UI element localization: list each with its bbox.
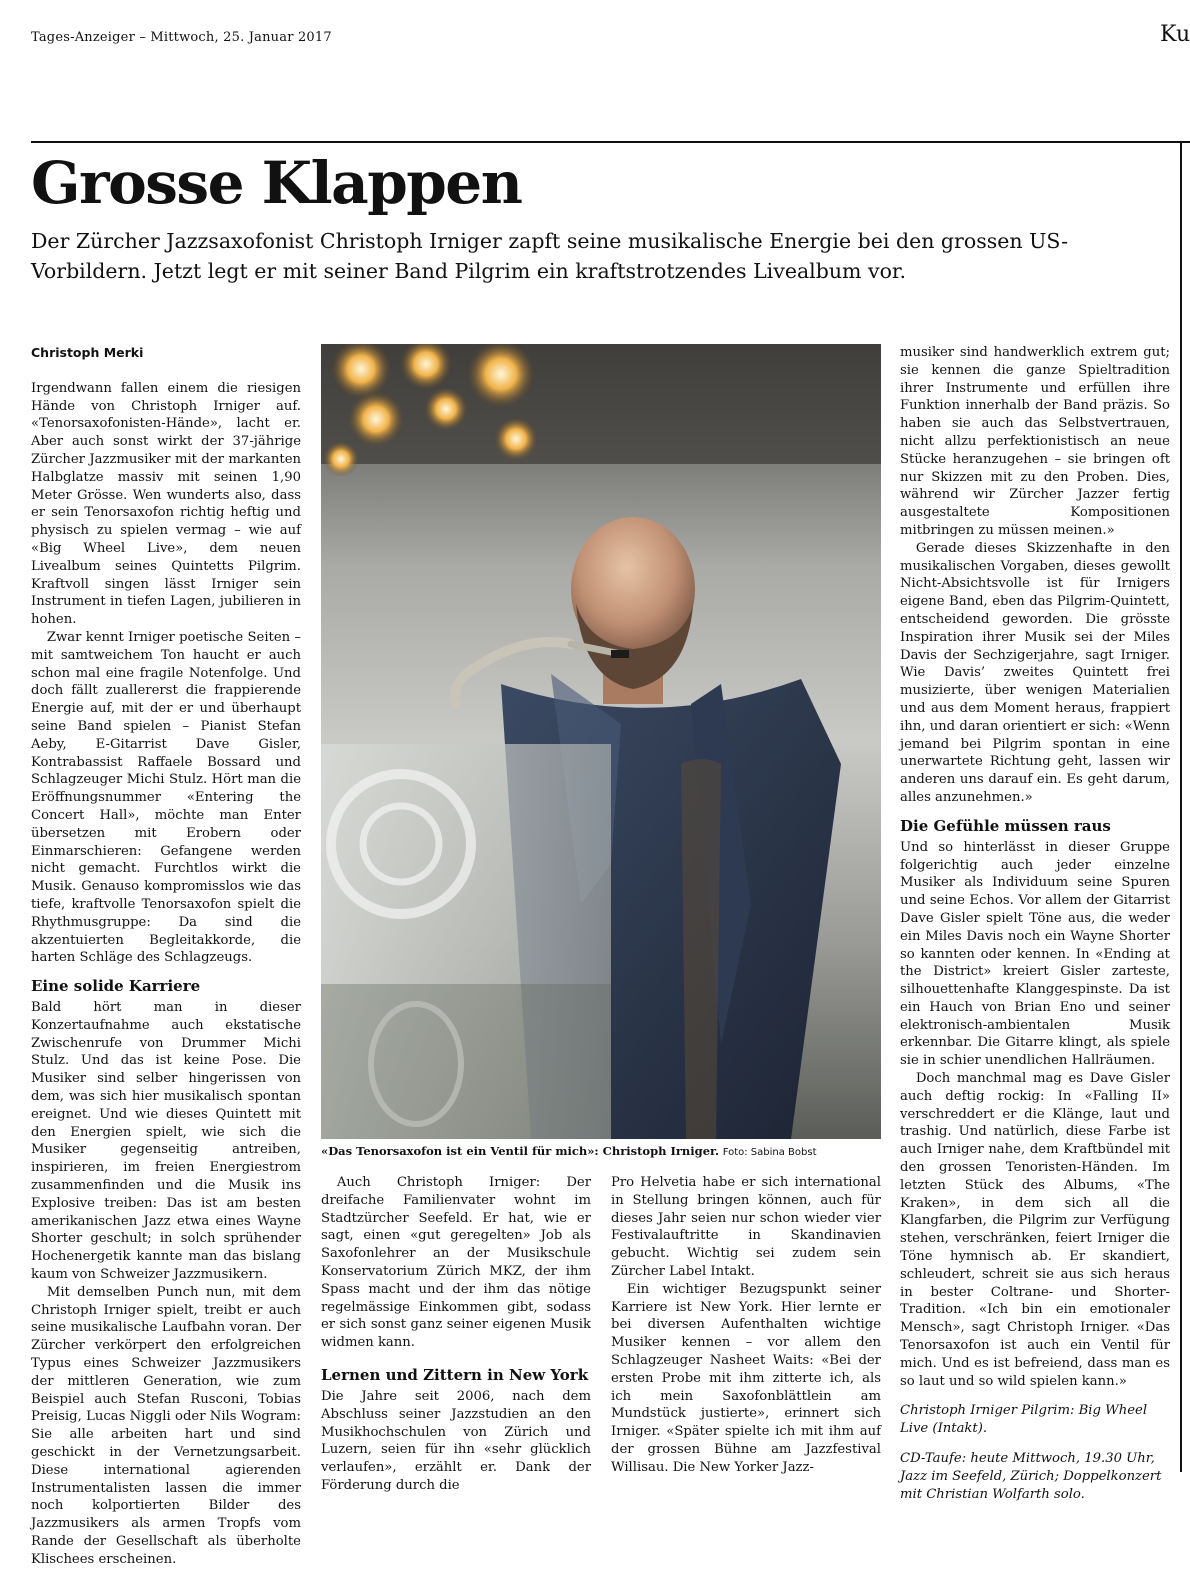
paragraph: Mit demselben Punch nun, mit dem Christoph Irniger spielt, treibt er auch seine musikalische Laufbahn voran. Der Zürcher verkörpert den erfolgreichen Typus eines Schweizer Jazzmusikers der mittleren Generation, wie zum Beispiel auch Stefan Rusconi, Tobias Preisig, Lucas Niggli oder Nils Wogram: Sie alle arbeiten hart und sind geschickt in der Vernetzungsarbeit. Diese international agierenden Instrumentalisten lassen die immer noch kolportierten Bilder des Jazzmusikers als armen Tropfs vom Rande der Gesellschaft als überholte Klischees erscheinen. (31, 1284, 301, 1567)
column-1 (31, 344, 301, 1569)
paragraph: Und so hinterlässt in dieser Gruppe folgerichtig auch jeder einzelne Musiker als Individuum seine Spuren und seine Echos. Vor allem der Gitarrist Dave Gisler spielt Töne aus, die weder ein Miles Davis noch ein Wayne Shorter so kannten oder kennen. In «Ending at the District» kreiert Gisler zarteste, silhouettenhafte Klanggespinste. Da ist ein Hauch von Brian Eno und seiner elektronisch-ambientalen Musik erkennbar. Die Gitarre klingt, als spiele sie in schier unendlichen Hallräumen. (900, 839, 1170, 1069)
caption-text: «Das Tenorsaxofon ist ein Ventil für mich»: Christoph Irniger. (321, 1144, 720, 1158)
paragraph: Irgendwann fallen einem die riesigen Hände von Christoph Irniger auf. «Tenorsaxofonisten-Hände», lacht er. Aber auch sonst wirkt der 37-jährige Zürcher Jazzmusiker mit der markanten Halbglatze massiv mit seinen 1,90 Meter Grösse. Wen wunderts also, dass er sein Tenorsaxofon richtig heftig und physisch zu spielen vermag – wie auf «Big Wheel Live», dem neuen Livealbum seines Quintetts Pilgrim. Kraftvoll singen lässt Irniger sein Instrument in tiefen Lagen, jubilieren in hohen. (31, 380, 301, 628)
section-mark: Ku (1160, 22, 1190, 47)
article-photo (321, 344, 881, 1139)
paragraph: musiker sind handwerklich extrem gut; sie kennen die ganze Spieltradition ihrer Instrumente und erfüllen ihre Funktion innerhalb der Band präzis. So haben sie auch das Selbstvertrauen, nicht allzu perfektionistisch an neue Stücke heranzugehen – sie bringen oft nur Skizzen mit zu den Proben. Dies, während wir Zürcher Jazzer fertig ausgestaltete Kompositionen mitbringen zu müssen meinen.» (900, 345, 1170, 538)
paragraph: Pro Helvetia habe er sich international in Stellung bringen können, auch für dieses Jahr seien nur schon wieder vier Festivalauftritte in Skandinavien gebucht. Wichtig sei zudem sein Zürcher Label Intakt. (611, 1175, 881, 1279)
column-3 (611, 1174, 881, 1477)
subheading: Eine solide Karriere (31, 977, 201, 996)
photo-credit: Foto: Sabina Bobst (722, 1147, 817, 1158)
subheading: Lernen und Zittern in New York (321, 1365, 589, 1384)
column-4 (900, 344, 1170, 1503)
headline: Grosse Klappen (31, 149, 522, 217)
right-rule (1180, 141, 1182, 1472)
paragraph: Zwar kennt Irniger poetische Seiten – mit samtweichem Ton haucht er auch schon mal eine fragile Notenfolge. Und doch fällt zuallererst die frappierende Energie auf, mit der er und überhaupt seine Band spielen – Pianist Stefan Aeby, E-Gitarrist Dave Gisler, Kontrabassist Raffaele Bossard und Schlagzeuger Michi Stulz. Hört man die Eröffnungsnummer «Entering the Concert Hall», möchte man Enter übersetzen mit Erobern oder Einmarschieren: Gefangene werden nicht gemacht. Furchtlos wirkt die Musik. Genauso kompromisslos wie das tiefe, kraftvolle Tenorsaxofon spielt die Rhythmusgruppe: Da sind die akzentuierten Begleitakkorde, die harten Schläge des Schlagzeugs. (31, 629, 301, 966)
column-2 (321, 1174, 591, 1495)
paragraph: Bald hört man in dieser Konzertaufnahme auch ekstatische Zwischenrufe von Drummer Michi Stulz. Und das ist keine Pose. Die Musiker sind selber hingerissen von dem, was sich hier musikalisch spontan ereignet. Und wie dieses Quintett mit den Energien spielt, wie sich die Musiker gegenseitig antreiben, inspirieren, im freien Energiestrom zusammenfinden und die Musik ins Explosive treiben: Das ist am besten amerikanischen Jazz etwa eines Wayne Shorter geschult; in solch sprühender Hochenergetik kannte man das bislang kaum von Schweizer Jazzmusikern. (31, 1000, 301, 1283)
event-note: CD-Taufe: heute Mittwoch, 19.30 Uhr, Jazz im Seefeld, Zürich; Doppelkonzert mit Christian Wolfarth solo. (900, 1451, 1162, 1502)
paragraph: Die Jahre seit 2006, nach dem Abschluss seiner Jazzstudien an den Musikhochschulen von Zürich und Luzern, seien für ihn «sehr glücklich verlaufen», erzählt er. Dank der Förderung durch die (321, 1388, 591, 1493)
top-rule (31, 141, 1190, 143)
subheading: Die Gefühle müssen raus (900, 816, 1111, 835)
byline: Christoph Merki (31, 345, 144, 360)
photo-caption (321, 1144, 881, 1160)
lead-paragraph: Der Zürcher Jazzsaxofonist Christoph Irniger zapft seine musikalische Energie bei den grossen US-Vorbildern. Jetzt legt er mit seiner Band Pilgrim ein kraftstrotzendes Livealbum vor. (31, 229, 1069, 283)
saxophonist-photo (321, 344, 881, 1139)
dateline: Tages-Anzeiger – Mittwoch, 25. Januar 2017 (31, 30, 332, 45)
paragraph: Gerade dieses Skizzenhafte in den musikalischen Vorgaben, dieses gewollt Nicht-Absichtsvolle ist für Irnigers eigene Band, eben das Pilgrim-Quintett, entscheidend geworden. Die grösste Inspiration ihrer Musik sei der Miles Davis der Sechzigerjahre, sagt Irniger. Wie Davis’ zweites Quintett frei musizierte, über wenigen Materialien und aus dem Moment heraus, frappiert ihn, und daran orientiert er sich: «Wenn jemand bei Pilgrim spontan in eine unerwartete Richtung geht, lassen wir anderen uns darauf ein. Es geht darum, alles anzunehmen.» (900, 540, 1170, 805)
paragraph: Doch manchmal mag es Dave Gisler auch deftig rockig: In «Falling II» verschreddert er die Klänge, laut und trashig. Und natürlich, diese Farbe ist auch Irniger nahe, dem Kraftbündel mit den grossen Tenoristen-Händen. Im letzten Stück des Albums, «The Kraken», in dem sich all die Klangfarben, die Pilgrim zur Verfügung stehen, verschränken, feiert Irniger die Töne hymnisch ab. Er skandiert, schleudert, schreit sie aus sich heraus in bester Coltrane- und Shorter-Tradition. «Ich bin ein emotionaler Mensch», sagt Christoph Irniger. «Das Tenorsaxofon ist auch ein Ventil für mich. Und es ist befreiend, dass man es so laut und so wild spielen kann.» (900, 1071, 1170, 1389)
album-note: Christoph Irniger Pilgrim: Big Wheel Live (Intakt). (900, 1403, 1148, 1437)
paragraph: Ein wichtiger Bezugspunkt seiner Karriere ist New York. Hier lernte er bei diversen Aufenthalten wichtige Musiker kennen – vor allem den Schlagzeuger Nasheet Waits: «Bei der ersten Probe mit ihm zitterte ich, als ich mein Saxofonblättlein am Mundstück justierte», erinnert sich Irniger. «Später spielte ich mit ihm auf der grossen Bühne am Jazzfestival Willisau. Die New Yorker Jazz- (611, 1281, 881, 1475)
paragraph: Auch Christoph Irniger: Der dreifache Familienvater wohnt im Stadtzürcher Seefeld. Er hat, wie er sagt, einen «gut geregelten» Job als Saxofonlehrer an der Musikschule Konservatorium Zürich MKZ, der ihm Spass macht und der ihm das nötige regelmässige Einkommen gibt, sodass er sich sonst ganz seiner eigenen Musik widmen kann. (321, 1175, 591, 1351)
